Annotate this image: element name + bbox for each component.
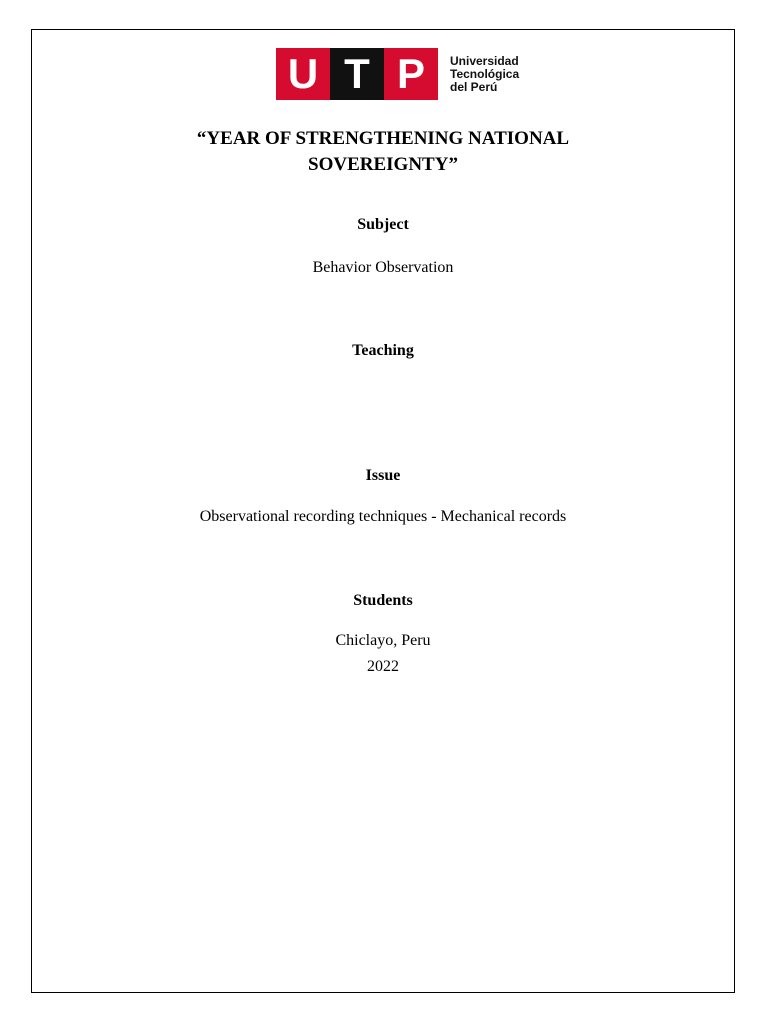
issue-value: Observational recording techniques - Mechanical records bbox=[199, 508, 567, 525]
logo-text-line: Tecnológica bbox=[450, 66, 520, 81]
subject-value: Behavior Observation bbox=[312, 259, 454, 276]
students-label: Students bbox=[353, 592, 413, 609]
logo-letter-u: U bbox=[276, 48, 330, 100]
title-line-2: SOVEREIGNTY” bbox=[308, 154, 458, 175]
location-text: Chiclayo, Peru bbox=[335, 632, 431, 649]
subject-label: Subject bbox=[357, 216, 409, 233]
utp-logo bbox=[276, 48, 519, 100]
logo-letter-p: P bbox=[384, 48, 438, 100]
year-text: 2022 bbox=[367, 658, 399, 675]
logo-letter-t: T bbox=[330, 48, 384, 100]
document-title bbox=[31, 126, 735, 178]
logo-text bbox=[450, 55, 519, 94]
issue-label: Issue bbox=[365, 467, 401, 484]
logo-text-line: Universidad bbox=[450, 53, 519, 68]
logo-text-line: del Perú bbox=[450, 79, 498, 94]
title-line-1: “YEAR OF STRENGTHENING NATIONAL bbox=[196, 128, 570, 149]
teaching-label: Teaching bbox=[352, 342, 414, 359]
